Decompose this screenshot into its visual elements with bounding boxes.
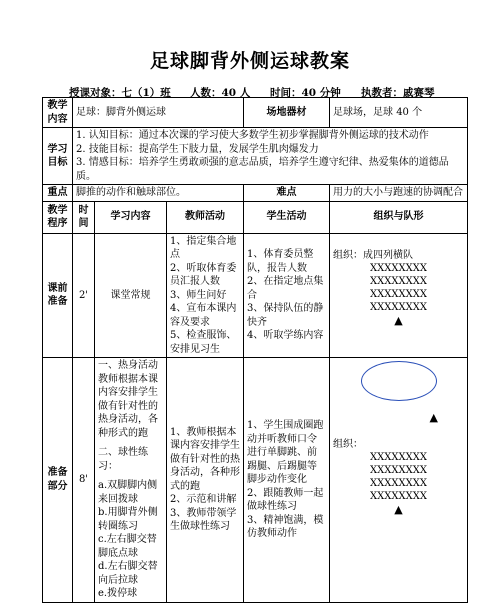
stage-time: 8': [73, 358, 95, 603]
column-header: 教师活动: [167, 201, 244, 233]
formation-row: XXXXXXXX: [370, 289, 427, 300]
organization-label: 组织：: [333, 438, 364, 450]
student-activity: 1、学生围成圈跑动并听教师口令进行单脚跳、前踢腿、后踢腿等脚步动作变化: [247, 420, 324, 485]
teacher-activity: 4、宣布本课内容及要求: [170, 303, 237, 328]
content-item: e.拨停球: [98, 588, 138, 599]
content-item: b.用脚背外侧转圈练习: [98, 507, 158, 532]
student-activity: 1、体育委员整队，报告人数: [247, 249, 314, 274]
column-header-row: [43, 201, 468, 233]
teacher-activity: 3、教师带领学生做球性练习: [170, 507, 237, 533]
goal-item: 1. 认知目标：通过本次课的学习使大多数学生初步掌握脚背外侧运球的技术动作: [76, 130, 429, 141]
column-header: 学习内容: [95, 201, 167, 233]
content-item: c.左右脚交替脚底点球: [98, 534, 157, 559]
stage-label: 准备部分: [43, 358, 73, 603]
running-circle-ellipse: [361, 361, 437, 401]
page-title: 足球脚背外侧运球教案: [149, 50, 350, 72]
venue-value: 足球场，足球 40 个: [330, 98, 468, 128]
stage-time: 2': [73, 233, 95, 358]
student-activity: 3、保持队伍的静快齐: [247, 303, 324, 328]
content-item: 二、球性练习：: [98, 447, 148, 472]
student-count-label: 人数：: [190, 87, 222, 99]
key-points-row: [43, 185, 468, 202]
student-activities: [244, 358, 330, 603]
content-value: 足球：脚背外侧运球: [73, 98, 244, 128]
student-activity: 2、在指定地点集合: [247, 276, 324, 301]
key-label: 重点: [43, 185, 73, 202]
teacher-activity: 1、教师根据本课内容安排学生做有针对性的热身活动，各种形式的跑: [170, 426, 240, 492]
content-row: [43, 98, 468, 128]
content-label: 教学内容: [43, 98, 73, 128]
column-header: 组织与队形: [330, 201, 468, 233]
teacher-activities: [167, 233, 244, 358]
formation-row: XXXXXXXX: [370, 465, 427, 477]
formation-row: XXXXXXXX: [370, 302, 427, 313]
teacher-activity: 5、检查服饰、安排见习生: [170, 330, 237, 355]
key-value: 脚推的动作和触球部位。: [73, 185, 244, 202]
organization-label: 组织：成四列横队: [333, 249, 414, 261]
venue-label: 场地器材: [266, 106, 307, 118]
formation-row: XXXXXXXX: [370, 478, 427, 490]
teacher-position-marker: ▲: [394, 503, 403, 517]
goals-label: 学习目标: [43, 128, 73, 185]
goals-list: [73, 128, 468, 185]
formation-row: XXXXXXXX: [370, 452, 427, 464]
student-activity: 3、精神饱满，模仿教师动作: [247, 514, 324, 539]
teacher-activity: 1、指定集合地点: [170, 235, 237, 260]
lesson-plan-table: [42, 97, 468, 603]
learning-content: [95, 358, 167, 603]
teacher-position-marker: ▲: [394, 314, 403, 327]
section-row-preparation: [43, 358, 468, 603]
teacher-label: 执教者：: [361, 87, 403, 99]
column-header: 时间: [73, 201, 95, 233]
target-class-value: 七（1）班: [121, 87, 171, 99]
duration-label: 时间：: [270, 87, 302, 99]
formation-row: XXXXXXXX: [370, 491, 427, 503]
venue-label-cell: [244, 98, 330, 128]
content-item: d.左右脚交替向后拉球: [98, 561, 158, 586]
teacher-activity: 3、师生问好: [170, 289, 227, 301]
target-class-label: 授课对象：: [69, 87, 122, 99]
difficult-label: 难点: [244, 185, 330, 202]
formation-grid: [333, 262, 464, 314]
formation-grid: [333, 451, 464, 503]
formation-row: XXXXXXXX: [370, 263, 427, 274]
content-item: 教师根据本课内容安排学生做有针对性的热身活动，各种形式的跑: [98, 373, 158, 439]
difficult-value: 用力的大小与跑速的协调配合: [330, 185, 468, 202]
duration-value: 40 分钟: [301, 87, 341, 99]
organization-cell: [330, 358, 468, 603]
formation-row: XXXXXXXX: [370, 276, 427, 287]
teacher-position-marker: ▲: [429, 411, 439, 424]
student-activities: [244, 233, 330, 358]
goals-row: [43, 128, 468, 185]
teacher-activity: 2、示范和讲解: [170, 494, 237, 506]
student-activity: 2、跟随教师一起做球性练习: [247, 487, 324, 512]
column-header: 教学程序: [43, 201, 73, 233]
organization-cell: [330, 233, 468, 358]
teacher-activity: 2、听取体育委员汇报人数: [170, 262, 237, 287]
column-header: 学生活动: [244, 201, 330, 233]
student-activity: 4、听取学练内容: [247, 330, 324, 341]
content-item: a.双脚脚内侧来回拨球: [98, 480, 158, 505]
goal-item: 2. 技能目标：提高学生下肢力量，发展学生肌肉爆发力: [76, 143, 319, 155]
teacher-activities: [167, 358, 244, 603]
section-row-warmup-prep: [43, 233, 468, 358]
stage-label: 课前准备: [43, 233, 73, 358]
content-item: 一、热身活动: [98, 360, 158, 371]
teacher-value: 戚赛琴: [403, 87, 435, 99]
student-count-value: 40 人: [221, 87, 251, 99]
learning-content: 课堂常规: [95, 233, 167, 358]
goal-item: 3. 情感目标：培养学生勇敢顽强的意志品质，培养学生遵守纪律、热爱集体的道德品质。: [76, 157, 449, 182]
